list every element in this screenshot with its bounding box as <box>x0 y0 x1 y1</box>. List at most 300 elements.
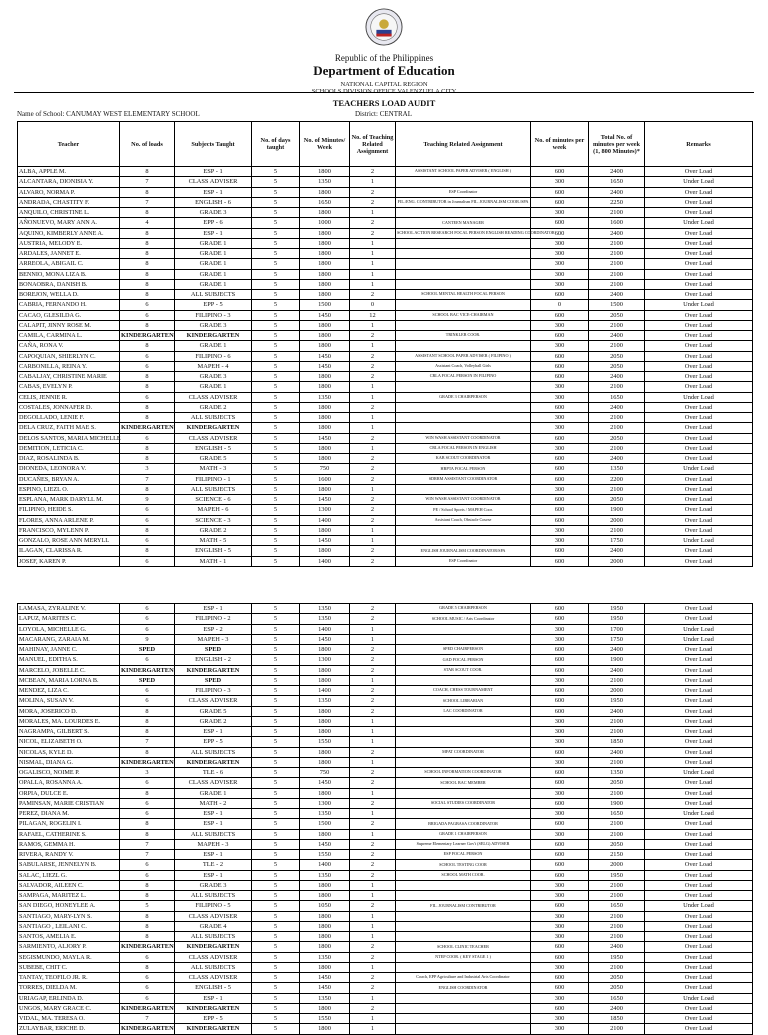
days-cell: 5 <box>252 634 300 644</box>
assignment-cell <box>396 525 531 535</box>
subject-cell: GRADE 5 <box>175 706 252 716</box>
teacher-cell: PAMINSAN, MARIE CRISTIAN <box>18 798 120 808</box>
subject-cell: MAPEH - 3 <box>175 839 252 849</box>
teacher-cell: SABULARSE, JENNELYN B. <box>18 860 120 870</box>
remarks-cell: Over Load <box>645 259 753 269</box>
related-count-cell: 2 <box>350 228 396 238</box>
teacher-cell: NISMAL, DIANA G. <box>18 757 120 767</box>
subject-cell: GRADE 1 <box>175 341 252 351</box>
days-cell: 5 <box>252 1003 300 1013</box>
subject-cell: CLASS ADVISER <box>175 177 252 187</box>
assign-minutes-cell: 600 <box>531 515 589 525</box>
teacher-cell: CAMILA, CARMINA L. <box>18 331 120 341</box>
related-count-cell: 1 <box>350 536 396 546</box>
loads-cell: 8 <box>120 962 175 972</box>
assignment-cell <box>396 208 531 218</box>
teacher-cell: PEREZ, DIANA M. <box>18 809 120 819</box>
deped-seal-icon <box>365 8 403 46</box>
total-minutes-cell: 2100 <box>589 788 645 798</box>
days-cell: 5 <box>252 788 300 798</box>
remarks-cell: Over Load <box>645 167 753 177</box>
teacher-cell: RAFAEL, CATHERINE S. <box>18 829 120 839</box>
subject-cell: ENGLISH - 5 <box>175 983 252 993</box>
loads-cell: 3 <box>120 768 175 778</box>
days-cell: 5 <box>252 880 300 890</box>
days-cell: 5 <box>252 973 300 983</box>
minutes-cell: 1800 <box>300 331 350 341</box>
assign-minutes-cell: 300 <box>531 737 589 747</box>
loads-cell: 8 <box>120 382 175 392</box>
total-minutes-cell: 2100 <box>589 829 645 839</box>
related-count-cell: 2 <box>350 290 396 300</box>
related-count-cell: 1 <box>350 423 396 433</box>
assignment-cell: Assistant Coach, Volleyball Girls <box>396 361 531 371</box>
minutes-cell: 1800 <box>300 320 350 330</box>
days-cell: 5 <box>252 249 300 259</box>
related-count-cell: 2 <box>350 1003 396 1013</box>
teacher-cell: ANQUILO, CHRISTINE L. <box>18 208 120 218</box>
loads-cell: 8 <box>120 320 175 330</box>
subject-cell: ESP - 1 <box>175 850 252 860</box>
teacher-cell: LAPUZ, MARITES C. <box>18 614 120 624</box>
table-row <box>18 372 753 382</box>
loads-cell: 8 <box>120 341 175 351</box>
subject-cell: GRADE 3 <box>175 880 252 890</box>
table-row <box>18 962 753 972</box>
subject-cell: ESP - 1 <box>175 167 252 177</box>
total-minutes-cell: 2100 <box>589 341 645 351</box>
days-cell: 5 <box>252 932 300 942</box>
assign-minutes-cell: 300 <box>531 525 589 535</box>
total-minutes-cell: 1900 <box>589 655 645 665</box>
days-cell: 5 <box>252 645 300 655</box>
minutes-cell: 1800 <box>300 546 350 556</box>
assignment-cell: BRIGADA PAGBASA COORDINATOR <box>396 819 531 829</box>
loads-cell: KINDERGARTEN <box>121 758 174 766</box>
days-cell: 5 <box>252 757 300 767</box>
table-row <box>18 515 753 525</box>
teacher-cell: CARBONILLA, REINA Y. <box>18 361 120 371</box>
remarks-cell: Over Load <box>645 911 753 921</box>
days-cell: 5 <box>252 655 300 665</box>
teacher-cell: DELA CRUZ, FAITH MAE S. <box>18 423 120 433</box>
table-row <box>18 655 753 665</box>
teacher-cell: CELIS, JENNIE R. <box>18 392 120 402</box>
subject-cell: CLASS ADVISER <box>175 952 252 962</box>
table-row <box>18 443 753 453</box>
assignment-cell <box>396 727 531 737</box>
related-count-cell: 1 <box>350 891 396 901</box>
minutes-cell: 1800 <box>300 238 350 248</box>
assign-minutes-cell: 600 <box>531 860 589 870</box>
minutes-cell: 1800 <box>300 788 350 798</box>
related-count-cell: 2 <box>350 850 396 860</box>
total-minutes-cell: 2100 <box>589 921 645 931</box>
remarks-cell: Under Load <box>645 624 753 634</box>
remarks-cell: Under Load <box>645 993 753 1003</box>
table-row <box>18 973 753 983</box>
days-cell: 5 <box>252 604 300 614</box>
minutes-cell: 1450 <box>300 433 350 443</box>
minutes-cell: 1350 <box>300 870 350 880</box>
assign-minutes-cell: 600 <box>531 665 589 675</box>
days-cell: 5 <box>252 300 300 310</box>
remarks-cell: Over Load <box>645 454 753 464</box>
remarks-cell: Over Load <box>645 870 753 880</box>
related-count-cell: 1 <box>350 177 396 187</box>
remarks-cell: Under Load <box>645 634 753 644</box>
total-minutes-cell: 1950 <box>589 614 645 624</box>
minutes-cell: 1000 <box>300 218 350 228</box>
subject-cell: GRADE 2 <box>175 402 252 412</box>
assign-minutes-cell: 300 <box>531 716 589 726</box>
minutes-cell: 1350 <box>300 696 350 706</box>
minutes-cell: 1800 <box>300 454 350 464</box>
loads-cell: 6 <box>120 860 175 870</box>
subject-cell: GRADE 3 <box>175 372 252 382</box>
table-row <box>18 634 753 644</box>
assignment-cell: MFAT COORDINATOR <box>396 747 531 757</box>
teacher-cell: ALCANTARA, DIONISIA Y. <box>18 177 120 187</box>
related-count-cell: 1 <box>350 484 396 494</box>
subject-cell: KINDERGARTEN <box>175 757 252 767</box>
minutes-cell: 1800 <box>300 1003 350 1013</box>
assign-minutes-cell: 600 <box>531 331 589 341</box>
total-minutes-cell: 1650 <box>589 392 645 402</box>
total-minutes-cell: 1850 <box>589 1014 645 1024</box>
minutes-cell: 1800 <box>300 706 350 716</box>
days-cell: 5 <box>252 279 300 289</box>
minutes-cell: 1550 <box>300 850 350 860</box>
related-count-cell: 2 <box>350 778 396 788</box>
subject-cell: CLASS ADVISER <box>175 778 252 788</box>
days-cell: 5 <box>252 361 300 371</box>
loads-cell: 6 <box>120 624 175 634</box>
table-row <box>18 819 753 829</box>
related-count-cell: 2 <box>350 665 396 675</box>
total-minutes-cell: 2100 <box>589 932 645 942</box>
subject-cell: GRADE 3 <box>175 320 252 330</box>
related-count-cell: 2 <box>350 187 396 197</box>
teacher-cell: ARREOLA, ABIGAIL C. <box>18 259 120 269</box>
loads-cell: 6 <box>120 604 175 614</box>
teacher-cell: NICOL, ELIZABETH O. <box>18 737 120 747</box>
assignment-cell <box>396 675 531 685</box>
related-count-cell: 2 <box>350 218 396 228</box>
assignment-cell <box>396 737 531 747</box>
subject-cell: MAPEH - 4 <box>175 361 252 371</box>
days-cell: 5 <box>252 614 300 624</box>
remarks-cell: Over Load <box>645 778 753 788</box>
minutes-cell: 1800 <box>300 187 350 197</box>
subject-cell: SCIENCE - 6 <box>175 495 252 505</box>
loads-cell: SPED <box>120 645 175 655</box>
minutes-cell: 1800 <box>300 747 350 757</box>
remarks-cell: Over Load <box>645 249 753 259</box>
remarks-cell: Over Load <box>645 1024 753 1034</box>
total-minutes-cell: 1750 <box>589 634 645 644</box>
total-minutes-cell: 2100 <box>589 238 645 248</box>
subject-cell: SPED <box>175 645 252 655</box>
minutes-cell: 1800 <box>300 665 350 675</box>
teacher-cell: DEGOLLADO, LENIE F. <box>18 413 120 423</box>
subject-cell: EPP - 5 <box>175 737 252 747</box>
assign-minutes-cell: 300 <box>531 891 589 901</box>
table-header-row <box>18 122 753 167</box>
loads-cell: KINDERGARTEN <box>121 1004 174 1012</box>
assign-minutes-cell: 300 <box>531 624 589 634</box>
days-cell: 5 <box>252 320 300 330</box>
assign-minutes-cell: 600 <box>531 1003 589 1013</box>
subject-cell: CLASS ADVISER <box>175 433 252 443</box>
days-cell: 5 <box>252 269 300 279</box>
related-count-cell: 1 <box>350 320 396 330</box>
table-row <box>18 686 753 696</box>
related-count-cell: 2 <box>350 696 396 706</box>
total-minutes-cell: 1950 <box>589 696 645 706</box>
teacher-cell: FRANCISCO, MYLENN P. <box>18 525 120 535</box>
remarks-cell: Over Load <box>645 290 753 300</box>
subject-cell: EPP - 5 <box>175 1014 252 1024</box>
assign-minutes-cell: 300 <box>531 320 589 330</box>
related-count-cell: 2 <box>350 655 396 665</box>
related-count-cell: 2 <box>350 361 396 371</box>
subject-cell: GRADE 1 <box>175 259 252 269</box>
assign-minutes-cell: 300 <box>531 829 589 839</box>
assign-minutes-cell: 600 <box>531 495 589 505</box>
subject-cell: EPP - 6 <box>175 218 252 228</box>
subject-cell: KINDERGARTEN <box>175 942 252 952</box>
days-cell: 5 <box>252 238 300 248</box>
total-minutes-cell: 2050 <box>589 433 645 443</box>
remarks-cell: Over Load <box>645 382 753 392</box>
minutes-cell: 1800 <box>300 372 350 382</box>
minutes-cell: 1800 <box>300 932 350 942</box>
total-minutes-cell: 2100 <box>589 382 645 392</box>
teacher-cell: CAPOQUIAN, SHIERLYN C. <box>18 351 120 361</box>
total-minutes-cell: 2400 <box>589 228 645 238</box>
teacher-cell: RAMOS, GEMMA H. <box>18 839 120 849</box>
total-minutes-cell: 1650 <box>589 901 645 911</box>
loads-cell: 8 <box>120 443 175 453</box>
remarks-cell: Over Load <box>645 495 753 505</box>
remarks-cell: Over Load <box>645 788 753 798</box>
loads-cell: 7 <box>120 850 175 860</box>
related-count-cell: 1 <box>350 392 396 402</box>
subject-cell: KINDERGARTEN <box>175 665 252 675</box>
loads-cell: 8 <box>120 829 175 839</box>
loads-cell: 8 <box>120 238 175 248</box>
col-loads: No. of loads <box>120 122 175 167</box>
table-row <box>18 320 753 330</box>
minutes-cell: 1800 <box>300 921 350 931</box>
related-count-cell: 2 <box>350 942 396 952</box>
table-row <box>18 604 753 614</box>
subject-cell: ALL SUBJECTS <box>175 891 252 901</box>
remarks-cell: Over Load <box>645 546 753 556</box>
total-minutes-cell: 2200 <box>589 474 645 484</box>
assign-minutes-cell: 300 <box>531 1024 589 1034</box>
assign-minutes-cell: 600 <box>531 819 589 829</box>
document-title: TEACHERS LOAD AUDIT <box>332 98 436 108</box>
related-count-cell: 1 <box>350 932 396 942</box>
loads-cell: 8 <box>120 546 175 556</box>
related-count-cell: 1 <box>350 624 396 634</box>
days-cell: 5 <box>252 983 300 993</box>
total-minutes-cell: 2400 <box>589 645 645 655</box>
teacher-cell: OPALLA, ROSANNA A. <box>18 778 120 788</box>
minutes-cell: 1800 <box>300 382 350 392</box>
total-minutes-cell: 2400 <box>589 665 645 675</box>
assign-minutes-cell: 600 <box>531 768 589 778</box>
remarks-cell: Over Load <box>645 819 753 829</box>
related-count-cell: 2 <box>350 495 396 505</box>
assign-minutes-cell: 300 <box>531 443 589 453</box>
minutes-cell: 1450 <box>300 310 350 320</box>
loads-cell: 8 <box>120 716 175 726</box>
loads-cell: 6 <box>120 993 175 1003</box>
remarks-cell: Over Load <box>645 850 753 860</box>
related-count-cell: 2 <box>350 464 396 474</box>
days-cell: 5 <box>252 706 300 716</box>
days-cell: 5 <box>252 798 300 808</box>
minutes-cell: 1400 <box>300 624 350 634</box>
teacher-cell: JOSEF, KAREN P. <box>18 556 120 566</box>
subject-cell: MATH - 3 <box>175 464 252 474</box>
assign-minutes-cell: 300 <box>531 177 589 187</box>
days-cell: 5 <box>252 778 300 788</box>
table-row <box>18 757 753 767</box>
table-row <box>18 716 753 726</box>
teacher-cell: TANTAY, TEOFILO JR. R. <box>18 973 120 983</box>
remarks-cell: Over Load <box>645 983 753 993</box>
remarks-cell: Over Load <box>645 341 753 351</box>
col-minutes-week: No. of Minutes/ Week <box>300 122 350 167</box>
assignment-cell: GRADE 3 CHAIRPERSON <box>396 392 531 402</box>
teacher-cell: ARDALES, JANNET E. <box>18 249 120 259</box>
table-row <box>18 351 753 361</box>
loads-cell: 8 <box>120 167 175 177</box>
teacher-cell: DIONEDA, LEONORA V. <box>18 464 120 474</box>
teacher-cell: VIDAL, MA. TERESA O. <box>18 1014 120 1024</box>
remarks-cell: Over Load <box>645 484 753 494</box>
remarks-cell: Over Load <box>645 942 753 952</box>
teacher-cell: SUBEBE, CHIT C. <box>18 962 120 972</box>
assignment-cell: ASSISTANT SCHOOL PAPER ADVISER ( ENGLISH ) <box>396 167 531 177</box>
minutes-cell: 1400 <box>300 556 350 566</box>
loads-cell: 8 <box>120 727 175 737</box>
remarks-cell: Under Load <box>645 392 753 402</box>
teacher-cell: CACAO, GLESILDA G. <box>18 310 120 320</box>
days-cell: 5 <box>252 310 300 320</box>
table-row <box>18 665 753 675</box>
minutes-cell: 1800 <box>300 249 350 259</box>
teacher-cell: UNGOS, MARY GRACE C. <box>18 1003 120 1013</box>
assignment-cell: HRPTA FOCAL PERSON <box>396 464 531 474</box>
assign-minutes-cell: 300 <box>531 809 589 819</box>
subject-cell: SCIENCE - 3 <box>175 515 252 525</box>
table-row <box>18 901 753 911</box>
total-minutes-cell: 1350 <box>589 464 645 474</box>
assign-minutes-cell: 300 <box>531 238 589 248</box>
loads-cell: 6 <box>120 696 175 706</box>
table-row <box>18 860 753 870</box>
subject-cell: GRADE 5 <box>175 454 252 464</box>
minutes-cell: 1400 <box>300 515 350 525</box>
loads-cell: 7 <box>120 177 175 187</box>
related-count-cell: 1 <box>350 208 396 218</box>
assignment-cell: SCHOOL MATH COOR. <box>396 870 531 880</box>
loads-cell: 6 <box>120 310 175 320</box>
loads-cell: 7 <box>120 197 175 207</box>
total-minutes-cell: 2000 <box>589 860 645 870</box>
related-count-cell: 2 <box>350 768 396 778</box>
loads-cell: 8 <box>120 402 175 412</box>
assign-minutes-cell: 300 <box>531 1014 589 1024</box>
table-row <box>18 911 753 921</box>
total-minutes-cell: 2100 <box>589 249 645 259</box>
teacher-cell: AQUINO, KIMBERLY ANNE A. <box>18 228 120 238</box>
teacher-cell: SANTIAGO, MARY-LYN S. <box>18 911 120 921</box>
assign-minutes-cell: 300 <box>531 279 589 289</box>
total-minutes-cell: 2100 <box>589 1024 645 1034</box>
related-count-cell: 2 <box>350 505 396 515</box>
minutes-cell: 1350 <box>300 177 350 187</box>
minutes-cell: 1450 <box>300 983 350 993</box>
total-minutes-cell: 2400 <box>589 1003 645 1013</box>
teacher-cell: MANUEL, EDITHA S. <box>18 655 120 665</box>
table-row <box>18 706 753 716</box>
assign-minutes-cell: 600 <box>531 464 589 474</box>
minutes-cell: 1450 <box>300 536 350 546</box>
table-row <box>18 536 753 546</box>
assign-minutes-cell: 600 <box>531 952 589 962</box>
minutes-cell: 1450 <box>300 634 350 644</box>
table-row <box>18 269 753 279</box>
loads-cell: 8 <box>120 911 175 921</box>
table-row <box>18 839 753 849</box>
col-remarks: Remarks <box>645 122 753 167</box>
minutes-cell: 1050 <box>300 901 350 911</box>
total-minutes-cell: 2100 <box>589 484 645 494</box>
days-cell: 5 <box>252 228 300 238</box>
related-count-cell: 0 <box>350 300 396 310</box>
assign-minutes-cell: 600 <box>531 474 589 484</box>
remarks-cell: Under Load <box>645 536 753 546</box>
loads-cell: 8 <box>120 891 175 901</box>
days-cell: 5 <box>252 341 300 351</box>
assignment-cell: CANTEEN MANAGER <box>396 218 531 228</box>
table-row <box>18 891 753 901</box>
table-row <box>18 993 753 1003</box>
related-count-cell: 1 <box>350 413 396 423</box>
total-minutes-cell: 2100 <box>589 269 645 279</box>
subject-cell: GRADE 1 <box>175 249 252 259</box>
related-count-cell: 2 <box>350 747 396 757</box>
table-row <box>18 525 753 535</box>
loads-cell: 6 <box>120 536 175 546</box>
subject-cell: KINDERGARTEN <box>175 1024 252 1034</box>
total-minutes-cell: 2400 <box>589 454 645 464</box>
loads-cell: 8 <box>120 249 175 259</box>
minutes-cell: 1800 <box>300 167 350 177</box>
table-row <box>18 747 753 757</box>
loads-cell: 8 <box>120 706 175 716</box>
subject-cell: FILIPINO - 5 <box>175 901 252 911</box>
loads-cell: KINDERGARTEN <box>121 666 174 674</box>
col-teacher: Teacher <box>18 122 120 167</box>
teacher-cell: MOLINA, SUSAN V. <box>18 696 120 706</box>
